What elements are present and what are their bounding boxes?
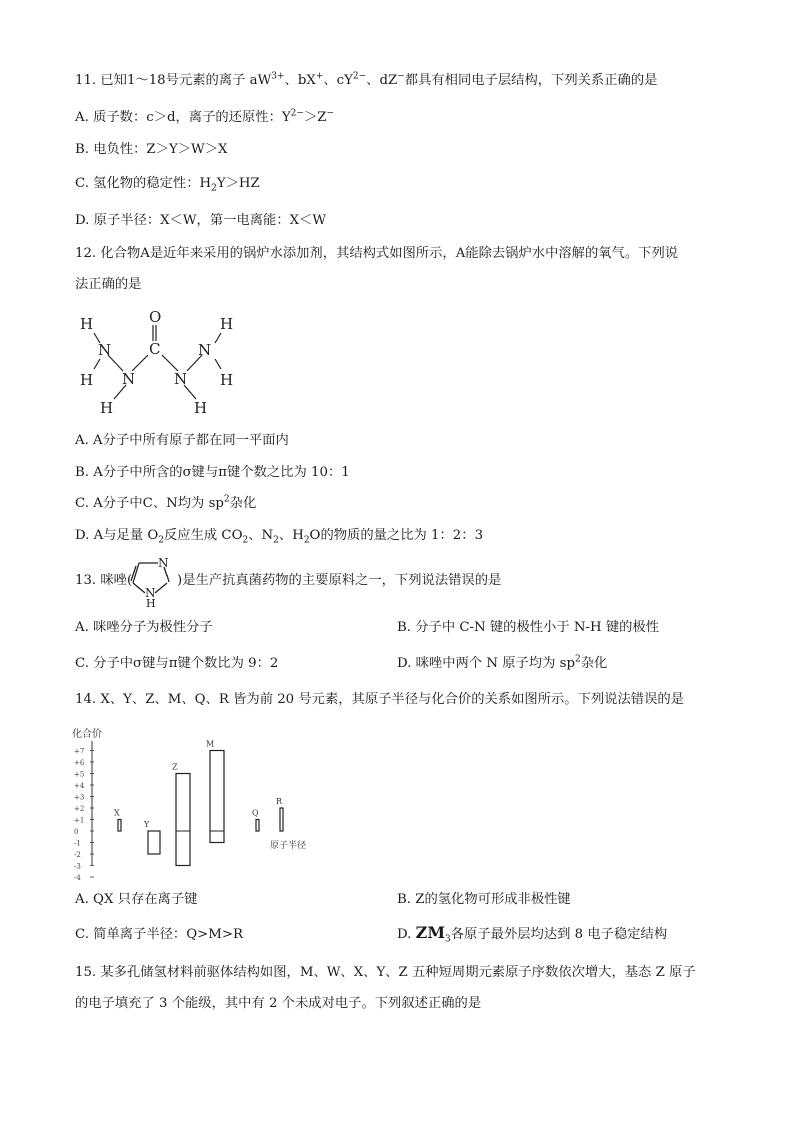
q14-option-c: C. 简单离子半径：Q>M>R (75, 927, 244, 942)
q12-option-c: C. A分子中C、N均为 $sp^2$杂化 (75, 494, 257, 511)
chart-bar-label: Q (252, 808, 259, 818)
chart-ytick-label: +3 (74, 793, 85, 802)
chart-ytick-label: +6 (74, 759, 85, 767)
chart-ytick-label: -1 (74, 839, 81, 848)
chart-ytick-label: +1 (74, 816, 85, 825)
q14-option-a: A. QX 只存在离子键 (75, 892, 198, 907)
chart-ytick-label: +2 (74, 805, 85, 813)
chart-ytick-label: +5 (74, 770, 85, 779)
q13-option-c: C. 分子中σ键与π键个数比为 9：2 (75, 656, 279, 671)
chart-ytick-label: -4 (74, 874, 81, 882)
chart-bar-label: X (114, 808, 120, 818)
chart-ylabel: 化合价 (72, 729, 102, 740)
hydrogen-atom: H (220, 371, 234, 389)
chart-bar-z (176, 774, 190, 866)
chart-ytick-label: +7 (74, 747, 85, 756)
q14-option-d: D. $ZM_3$各原子最外层均达到 8 电子稳定结构 (397, 923, 668, 945)
q13-stem-part2: )是生产抗真菌药物的主要原料之一，下列说法错误的是 (177, 573, 502, 588)
chart-xlabel: 原子半径 (270, 841, 307, 851)
chart-ytick-label: -3 (74, 862, 81, 871)
carbohydrazide-structure (70, 305, 250, 420)
chart-bar-label: Y (144, 820, 150, 829)
nitrogen-atom: N (198, 341, 212, 359)
nitrogen-atom: N (98, 341, 112, 359)
q15-stem-line1: 15. 某多孔储氢材料前驱体结构如图，M、W、X、Y、Z 五种短周期元素原子序数依次增大，基态 Z 原子 (75, 965, 696, 980)
chart-bar-label: R (276, 797, 283, 806)
q12-stem-line1: 12. 化合物A是近年来采用的锅炉水添加剂，其结构式如图所示，A能除去锅炉水中溶解的氧气。下列说 (75, 246, 679, 261)
nitrogen-atom: N (122, 370, 136, 388)
chart-bar-q (256, 820, 259, 832)
q12-option-a: A. A分子中所有原子都在同一平面内 (75, 433, 289, 448)
nitrogen-atom: N (174, 370, 188, 388)
q12-stem-line2: 法正确的是 (75, 277, 142, 292)
chart-bar-y (148, 831, 160, 854)
q11-option-a: A. 质子数：c＞d，离子的还原性：$Y^{2-}>Z^-$ (75, 108, 335, 125)
imidazole-h: H (146, 597, 156, 610)
chart-bar-x (118, 820, 121, 832)
hydrogen-atom: H (194, 399, 208, 417)
hydrogen-atom: H (80, 371, 94, 389)
q14-option-b: B. Z的氢化物可形成非极性键 (397, 892, 571, 907)
q12-option-d: D. A与足量 $O_2$反应生成 $CO_2$、$N_2$、$H_2O$的物质的量之比为 1：2：3 (75, 528, 484, 546)
chart-bar-label: Z (172, 762, 178, 772)
q11-option-c: C. 氢化物的稳定性：$H_2Y>HZ$ (75, 176, 260, 194)
imidazole-n-bottom: N (145, 586, 156, 600)
q14-stem: 14. X、Y、Z、M、Q、R 皆为前 20 号元素，其原子半径与化合价的关系如图所示。下列说法错误的是 (75, 692, 684, 707)
hydrogen-atom: H (100, 399, 114, 417)
carbon-atom: C (149, 340, 161, 358)
q12-option-b: B. A分子中所含的σ键与π键个数之比为 10：1 (75, 465, 350, 480)
chart-ytick-label: +4 (74, 782, 85, 790)
hydrogen-atom: H (220, 315, 234, 333)
imidazole-ring (127, 555, 179, 610)
q13-option-a: A. 咪唑分子为极性分子 (75, 620, 213, 635)
q13-option-b: B. 分子中 C-N 键的极性小于 N-H 键的极性 (397, 620, 660, 635)
q13-stem-part1: 13. 咪唑( (75, 573, 133, 588)
chart-bar-label: M (206, 739, 215, 749)
radius-valence-chart (70, 725, 340, 882)
chart-ytick-label: 0 (74, 828, 79, 836)
q11-option-d: D. 原子半径：X＜W，第一电离能：X＜W (75, 213, 327, 228)
chart-bar-m (210, 751, 224, 843)
q11-stem: 11. 已知1～18号元素的离子 $aW^{3+}$、bX+、$cY^{2-}$、dZ−都具有相同电子层结构，下列关系正确的是 (75, 71, 658, 88)
oxygen-atom: O (149, 308, 162, 326)
q13-option-d: D. 咪唑中两个 N 原子均为 $sp^2$杂化 (397, 654, 608, 671)
hydrogen-atom: H (80, 315, 94, 333)
q11-option-b: B. 电负性：Z＞Y＞W＞X (75, 142, 228, 157)
chart-bar-r (280, 808, 283, 831)
imidazole-n-top: N (158, 556, 169, 570)
q15-stem-line2: 的电子填充了 3 个能级，其中有 2 个未成对电子。下列叙述正确的是 (75, 996, 482, 1011)
chart-ytick-label: -2 (74, 851, 81, 859)
